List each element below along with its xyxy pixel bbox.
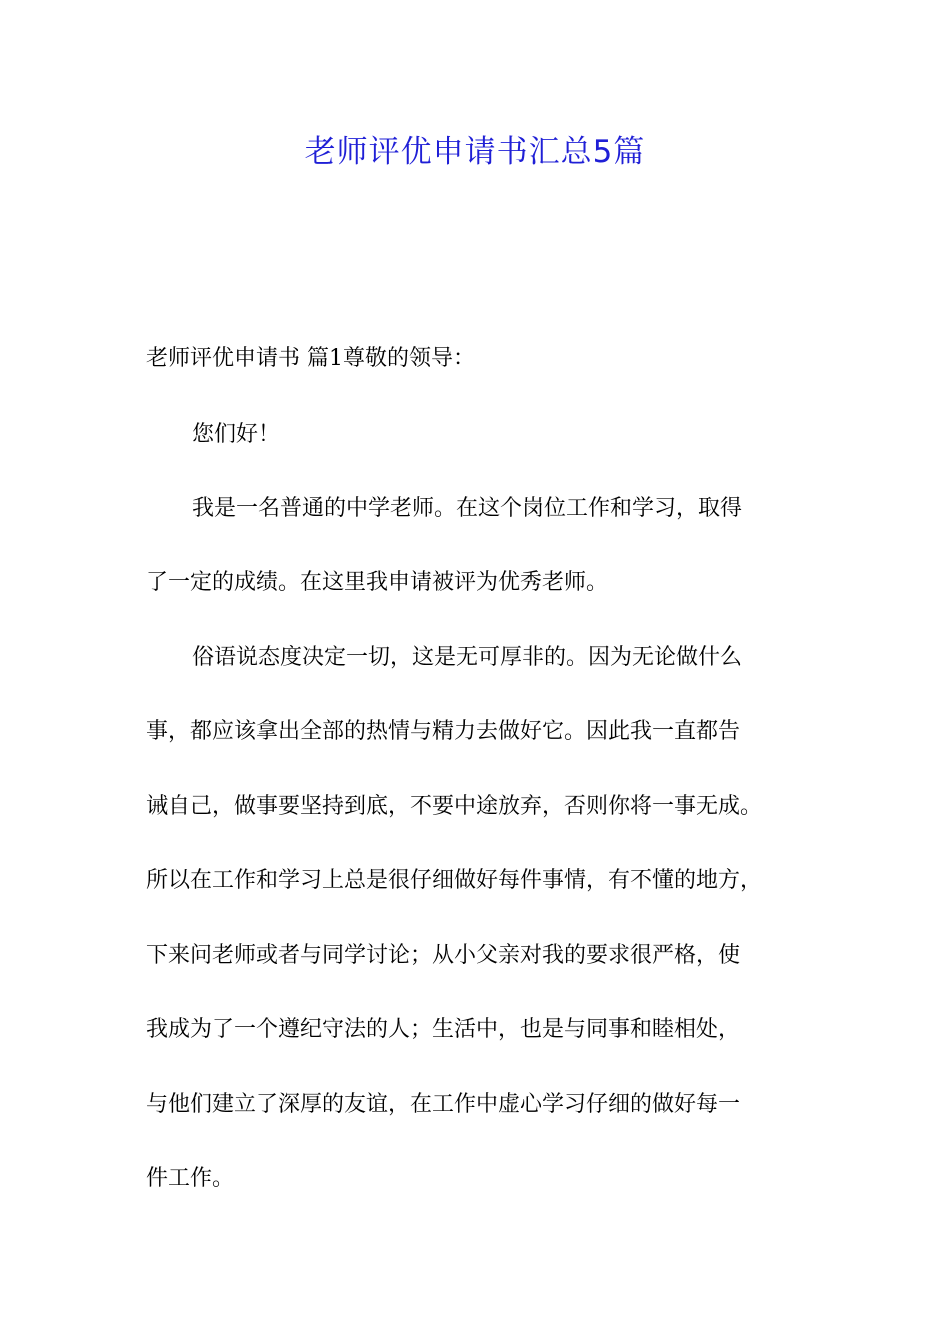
text-line: 您们好！: [192, 422, 281, 447]
text-line: 事，都应该拿出全部的热情与精力去做好它。因此我一直都告: [146, 719, 741, 744]
text-line: 诫自己，做事要坚持到底，不要中途放弃，否则你将一事无成。: [146, 794, 763, 819]
text-line: 俗语说态度决定一切，这是无可厚非的。因为无论做什么: [192, 645, 743, 670]
text-line: 所以在工作和学习上总是很仔细做好每件事情，有不懂的地方，: [146, 868, 763, 893]
document-title: 老师评优申请书汇总5篇: [304, 134, 646, 170]
text-line: 我是一名普通的中学老师。在这个岗位工作和学习，取得: [192, 496, 743, 521]
text-line: 与他们建立了深厚的友谊，在工作中虚心学习仔细的做好每一: [146, 1092, 741, 1117]
text-line: 我成为了一个遵纪守法的人；生活中，也是与同事和睦相处，: [146, 1017, 741, 1042]
text-line: 件工作。: [146, 1166, 235, 1191]
text-line: 下来问老师或者与同学讨论；从小父亲对我的要求很严格，使: [146, 943, 741, 968]
text-line: 了一定的成绩。在这里我申请被评为优秀老师。: [146, 570, 609, 595]
text-line: 老师评优申请书 篇1尊敬的领导：: [146, 346, 475, 371]
